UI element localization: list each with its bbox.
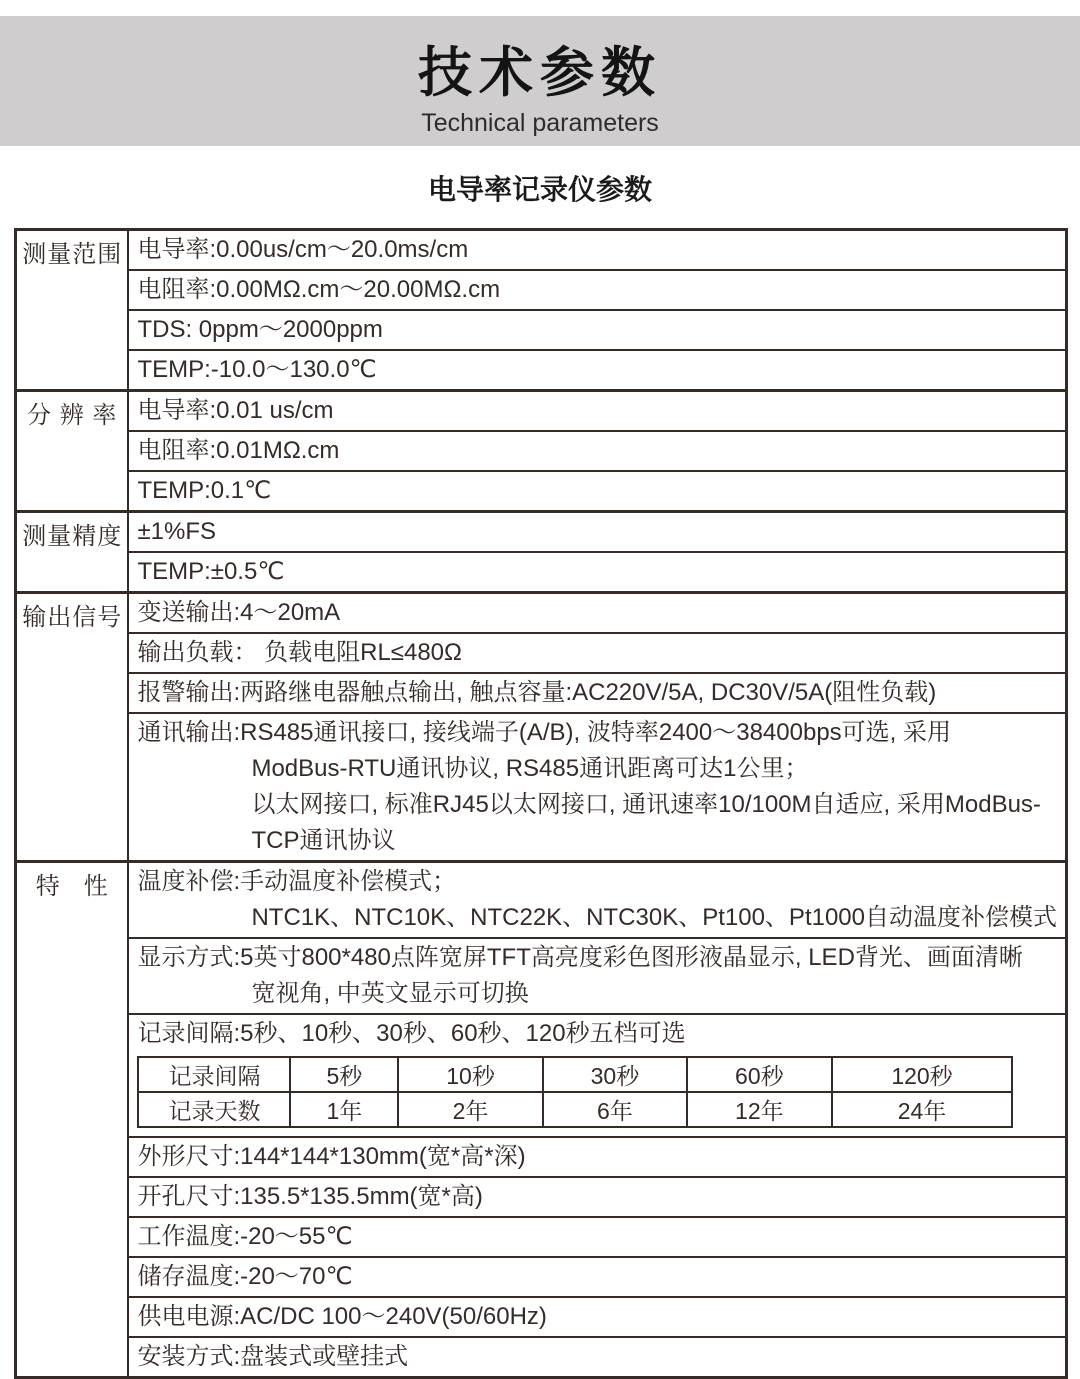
spec-text-line: TCP通讯协议 bbox=[251, 827, 396, 854]
category-label-5: 特 性 bbox=[16, 862, 129, 1378]
spec-row bbox=[16, 1014, 1067, 1137]
spec-text-line: 显示方式:5英寸800*480点阵宽屏TFT高亮度彩色图形液晶显示, LED背光、画面清晰 bbox=[137, 944, 1023, 971]
spec-row bbox=[16, 230, 1067, 271]
record-interval-row-label: 记录天数 bbox=[138, 1092, 290, 1127]
spec-text-line: 通讯输出:RS485通讯接口, 接线端子(A/B), 波特率2400～38400bps可选, 采用 bbox=[137, 719, 952, 746]
spec-row bbox=[16, 391, 1067, 432]
section-title: 电导率记录仪参数 bbox=[427, 174, 652, 205]
page-subtitle: Technical parameters bbox=[421, 109, 659, 137]
spec-value-cell bbox=[128, 633, 1066, 673]
spec-row bbox=[16, 1337, 1067, 1378]
spec-row bbox=[16, 310, 1067, 350]
spec-text-line: 电导率:0.00us/cm～20.0ms/cm bbox=[137, 236, 469, 263]
spec-row bbox=[16, 1177, 1067, 1217]
spec-value-cell bbox=[128, 1014, 1066, 1137]
spec-value-cell bbox=[128, 1137, 1066, 1177]
spec-value-cell bbox=[128, 1217, 1066, 1257]
spec-row bbox=[16, 1297, 1067, 1337]
spec-text-line: 电阻率:0.01MΩ.cm bbox=[137, 437, 340, 464]
spec-row bbox=[16, 1137, 1067, 1177]
spec-value-cell bbox=[128, 552, 1066, 593]
spec-text-line: TEMP:-10.0～130.0℃ bbox=[137, 356, 377, 383]
record-interval-cell: 120秒 bbox=[832, 1057, 1013, 1092]
category-label-4: 输出信号 bbox=[16, 593, 129, 862]
spec-row bbox=[16, 431, 1067, 471]
spec-text-line: 变送输出:4～20mA bbox=[137, 599, 341, 626]
spec-text-line: 安装方式:盘装式或壁挂式 bbox=[137, 1343, 409, 1370]
spec-value-cell bbox=[128, 230, 1066, 271]
spec-text-line: 温度补偿:手动温度补偿模式； bbox=[137, 868, 457, 895]
record-interval-row-label: 记录间隔 bbox=[138, 1057, 290, 1092]
spec-text-line: 电阻率:0.00MΩ.cm～20.00MΩ.cm bbox=[137, 276, 501, 303]
record-interval-cell: 60秒 bbox=[687, 1057, 831, 1092]
spec-table-body bbox=[16, 230, 1067, 1378]
spec-value-cell bbox=[128, 1297, 1066, 1337]
spec-text-line: ModBus-RTU通讯协议, RS485通讯距离可达1公里； bbox=[251, 755, 809, 782]
spec-row bbox=[16, 938, 1067, 1014]
spec-value-cell bbox=[128, 713, 1066, 862]
spec-row bbox=[16, 1217, 1067, 1257]
header-band bbox=[0, 16, 1080, 146]
spec-value-cell bbox=[128, 471, 1066, 512]
record-interval-cell: 12年 bbox=[687, 1092, 831, 1127]
category-label-3: 测量精度 bbox=[16, 512, 129, 593]
spec-row bbox=[16, 673, 1067, 713]
spec-row bbox=[16, 552, 1067, 593]
spec-value-cell bbox=[128, 673, 1066, 713]
spec-text-line: 供电电源:AC/DC 100～240V(50/60Hz) bbox=[137, 1303, 547, 1330]
spec-row bbox=[16, 633, 1067, 673]
spec-value-cell bbox=[128, 1257, 1066, 1297]
spec-text-line: 宽视角, 中英文显示可切换 bbox=[251, 980, 529, 1007]
spec-value-cell bbox=[128, 1337, 1066, 1378]
spec-value-cell bbox=[128, 270, 1066, 310]
spec-value-cell bbox=[128, 1177, 1066, 1217]
spec-row bbox=[16, 471, 1067, 512]
category-label-1: 测量范围 bbox=[16, 230, 129, 391]
record-interval-row bbox=[138, 1057, 1012, 1092]
record-interval-cell: 5秒 bbox=[290, 1057, 398, 1092]
spec-row bbox=[16, 593, 1067, 634]
spec-text-line: 外形尺寸:144*144*130mm(宽*高*深) bbox=[137, 1143, 526, 1170]
spec-value-cell bbox=[128, 350, 1066, 391]
spec-value-cell bbox=[128, 512, 1066, 553]
record-interval-cell: 2年 bbox=[398, 1092, 542, 1127]
record-interval-table bbox=[137, 1056, 1013, 1128]
spec-text-line: 开孔尺寸:135.5*135.5mm(宽*高) bbox=[137, 1183, 483, 1210]
category-label-2: 分 辨 率 bbox=[16, 391, 129, 512]
spec-text-line: 记录间隔:5秒、10秒、30秒、60秒、120秒五档可选 bbox=[137, 1020, 686, 1047]
spec-row bbox=[16, 270, 1067, 310]
record-interval-cell: 24年 bbox=[832, 1092, 1013, 1127]
spec-text-line: 电导率:0.01 us/cm bbox=[137, 397, 334, 424]
spec-table bbox=[14, 228, 1068, 1379]
page-title: 技术参数 bbox=[418, 43, 662, 103]
spec-value-cell bbox=[128, 310, 1066, 350]
spec-text-line: TDS: 0ppm～2000ppm bbox=[137, 316, 383, 343]
spec-text-line: TEMP:0.1℃ bbox=[137, 477, 272, 504]
record-interval-cell: 30秒 bbox=[543, 1057, 687, 1092]
spec-text-line: TEMP:±0.5℃ bbox=[137, 558, 285, 585]
spec-value-cell bbox=[128, 938, 1066, 1014]
spec-row bbox=[16, 713, 1067, 862]
spec-text-line: ±1%FS bbox=[137, 518, 216, 545]
spec-text-line: 输出负载： 负载电阻RL≤480Ω bbox=[137, 639, 462, 666]
spec-value-cell bbox=[128, 862, 1066, 939]
spec-row bbox=[16, 350, 1067, 391]
spec-text-line: NTC1K、NTC10K、NTC22K、NTC30K、Pt100、Pt1000自动温度补偿模式 bbox=[251, 904, 1057, 931]
spec-text-line: 以太网接口, 标准RJ45以太网接口, 通讯速率10/100M自适应, 采用ModBus- bbox=[251, 791, 1041, 818]
spec-text-line: 储存温度:-20～70℃ bbox=[137, 1263, 353, 1290]
record-interval-cell: 6年 bbox=[543, 1092, 687, 1127]
spec-value-cell bbox=[128, 431, 1066, 471]
record-interval-row bbox=[138, 1092, 1012, 1127]
spec-text-line: 报警输出:两路继电器触点输出, 触点容量:AC220V/5A, DC30V/5A(阻性负载) bbox=[137, 679, 937, 706]
spec-value-cell bbox=[128, 391, 1066, 432]
record-interval-cell: 1年 bbox=[290, 1092, 398, 1127]
spec-row bbox=[16, 1257, 1067, 1297]
record-interval-cell: 10秒 bbox=[398, 1057, 542, 1092]
spec-text-line: 工作温度:-20～55℃ bbox=[137, 1223, 353, 1250]
spec-row bbox=[16, 862, 1067, 939]
spec-row bbox=[16, 512, 1067, 553]
spec-value-cell bbox=[128, 593, 1066, 634]
